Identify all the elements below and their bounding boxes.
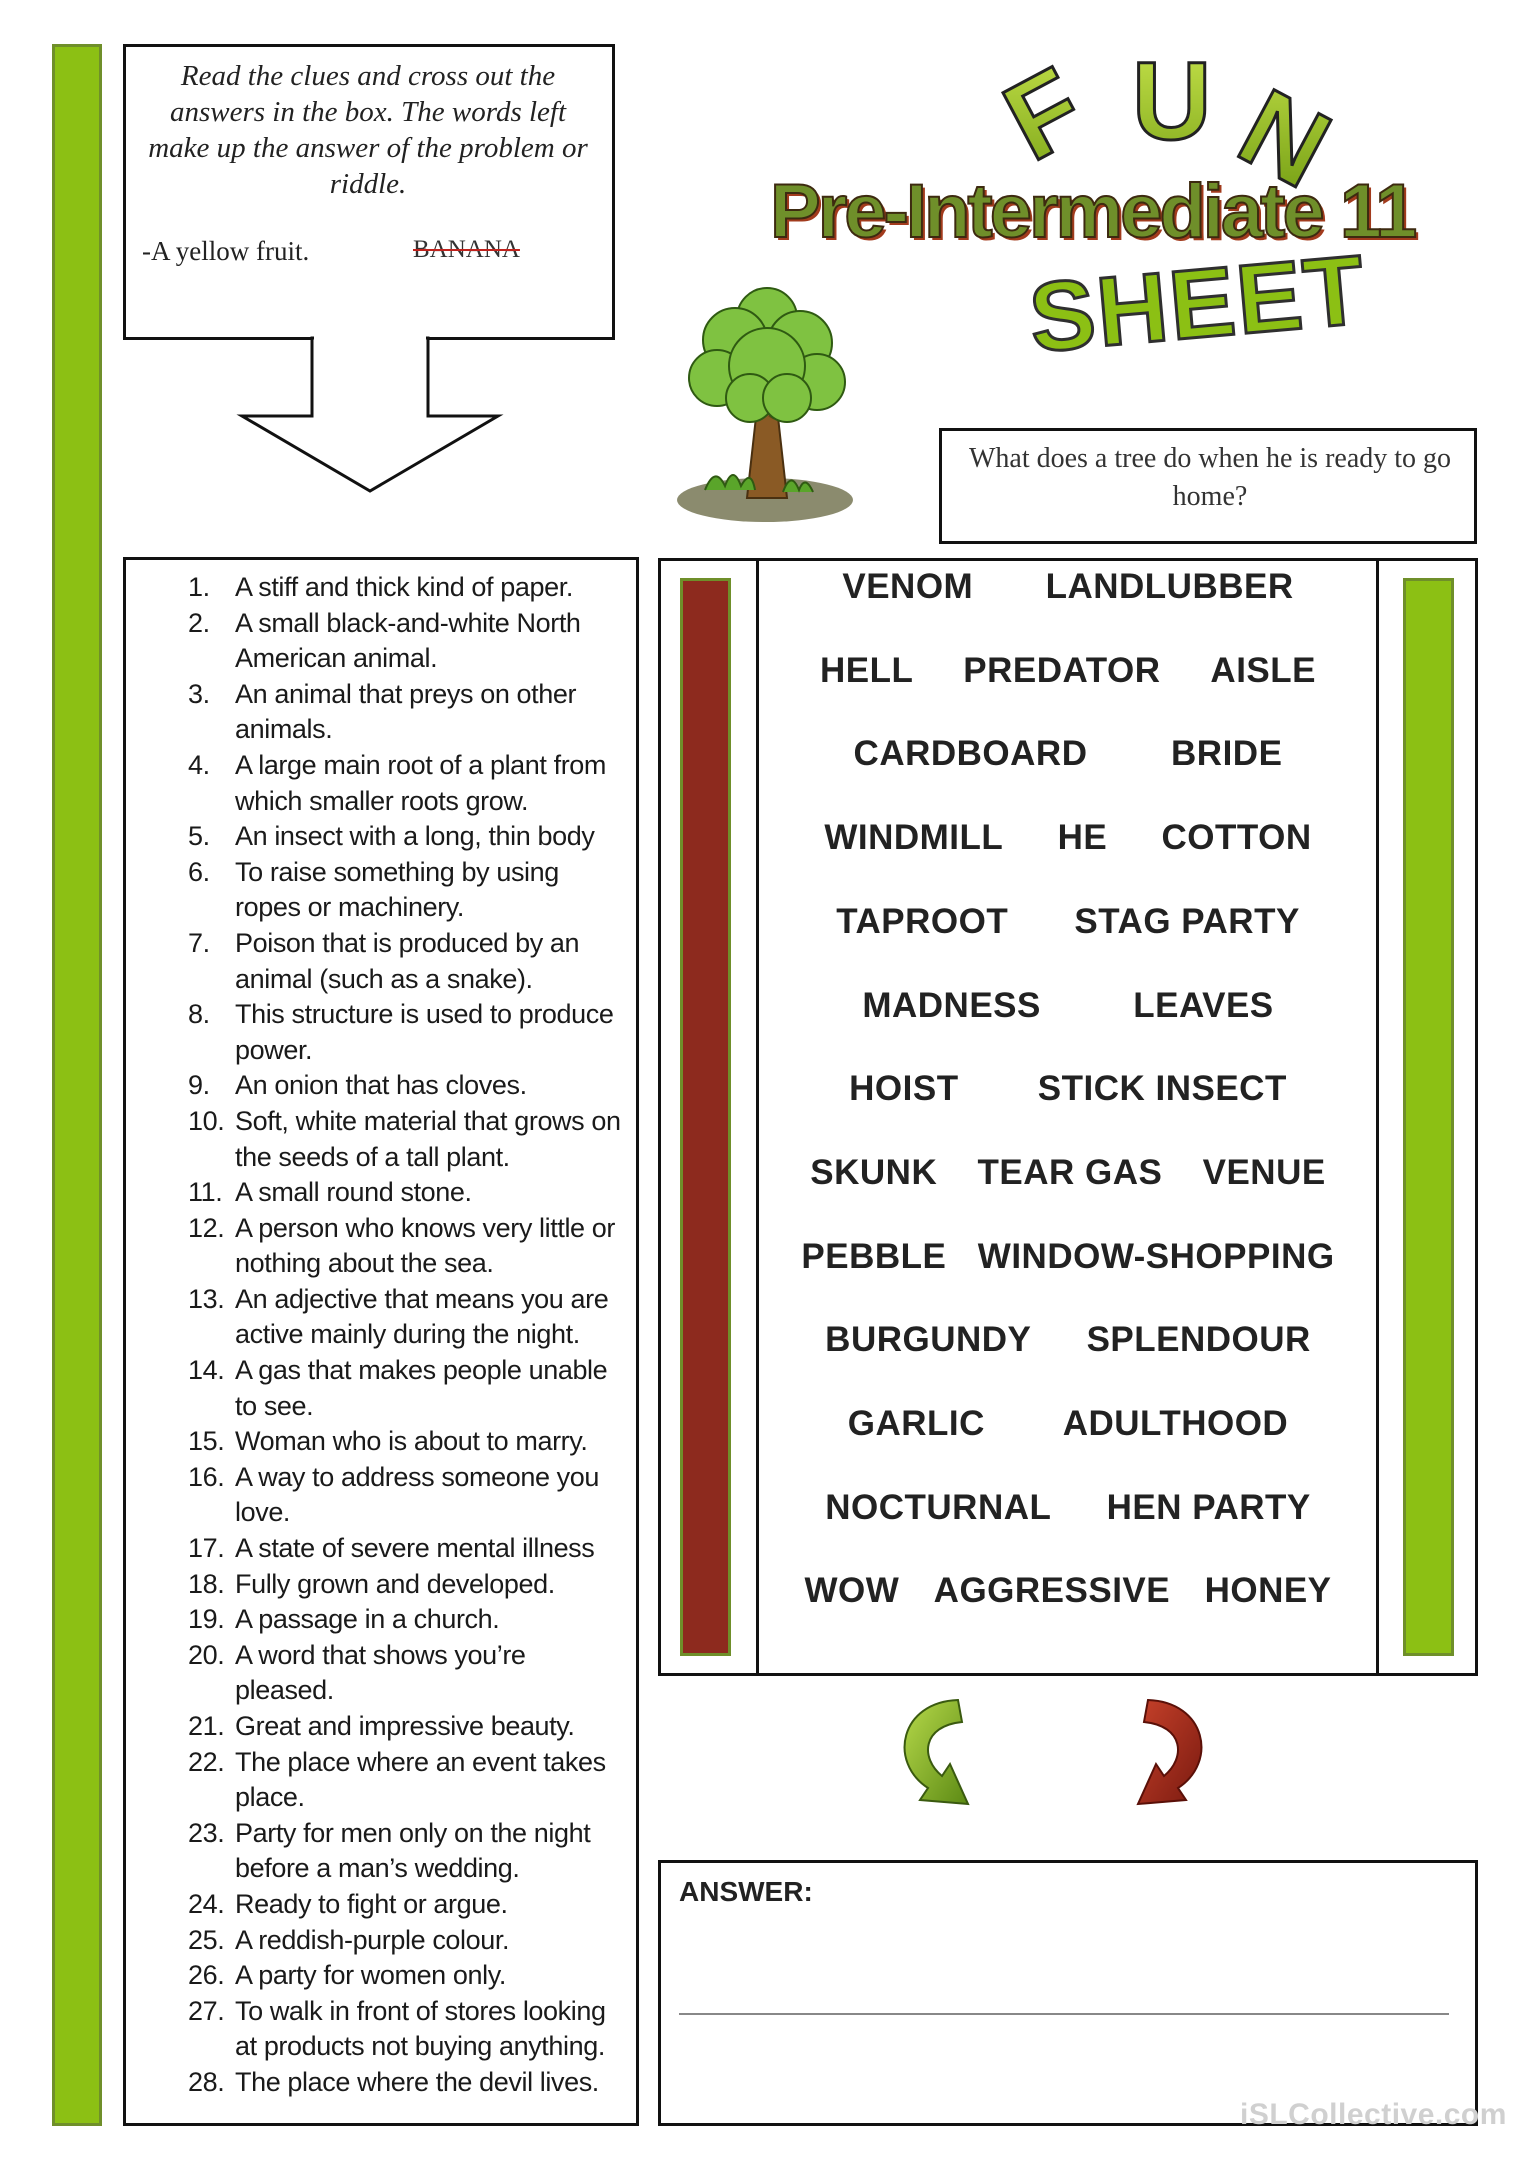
- level-title: Pre-Intermediate 11: [770, 169, 1415, 254]
- clue-item: [180, 1994, 630, 2065]
- sheet-title: SHEET: [1025, 233, 1371, 373]
- word-item[interactable]: VENOM: [842, 567, 974, 606]
- word-item[interactable]: LANDLUBBER: [1045, 567, 1294, 606]
- clue-text: The place where an event takes place.: [235, 1746, 606, 1813]
- curved-arrow-right-icon: [1118, 1692, 1228, 1822]
- word-item[interactable]: AISLE: [1210, 651, 1316, 690]
- word-row: [770, 1320, 1366, 1360]
- word-row: [770, 1237, 1366, 1277]
- clue-text: The place where the devil lives.: [235, 2066, 599, 2097]
- instructions-text: Read the clues and cross out the answers in the box. The words left make up the answer of the problem or riddle.: [148, 60, 588, 200]
- example-clue: -A yellow fruit.: [142, 236, 310, 266]
- word-item[interactable]: NOCTURNAL: [825, 1488, 1052, 1527]
- clue-item: [180, 1887, 630, 1923]
- clue-item: [180, 1175, 630, 1211]
- clue-item: [180, 677, 630, 748]
- answer-label: ANSWER:: [679, 1876, 813, 1907]
- clue-item: [180, 1816, 630, 1887]
- clue-item: [180, 1531, 630, 1567]
- clue-number: 1.: [188, 572, 210, 602]
- clue-number: 8.: [188, 999, 210, 1030]
- clue-number: 7.: [188, 927, 210, 958]
- word-item[interactable]: ADULTHOOD: [1062, 1404, 1289, 1443]
- down-arrow-icon: [238, 336, 502, 496]
- clue-item: [180, 2065, 630, 2101]
- word-row: [770, 986, 1366, 1026]
- clue-text: A stiff and thick kind of paper.: [235, 572, 573, 602]
- clue-number: 27.: [188, 1995, 225, 2026]
- clue-number: 19.: [188, 1604, 225, 1635]
- word-item[interactable]: SPLENDOUR: [1086, 1320, 1311, 1359]
- clue-item: [180, 1745, 630, 1816]
- clue-number: 15.: [188, 1426, 225, 1457]
- clue-item: [180, 1460, 630, 1531]
- fun-letter-f: F: [985, 44, 1103, 185]
- word-item[interactable]: LEAVES: [1133, 986, 1274, 1025]
- clue-number: 21.: [188, 1711, 225, 1741]
- clue-number: 14.: [188, 1355, 225, 1386]
- word-item[interactable]: BRIDE: [1171, 734, 1283, 773]
- clue-number: 9.: [188, 1070, 210, 1101]
- word-item[interactable]: SKUNK: [810, 1153, 938, 1192]
- word-item[interactable]: CARDBOARD: [853, 734, 1088, 773]
- clue-item: [180, 1638, 630, 1709]
- word-item[interactable]: HE: [1057, 818, 1108, 857]
- clue-item: [180, 1602, 630, 1638]
- clue-text: Ready to fight or argue.: [235, 1888, 508, 1919]
- clue-item: [180, 1424, 630, 1460]
- clue-number: 4.: [188, 749, 210, 780]
- clue-text: A gas that makes people unable to see.: [235, 1355, 608, 1421]
- clue-text: A small round stone.: [235, 1177, 472, 1208]
- fun-title-art: [985, 35, 1349, 212]
- clue-number: 2.: [188, 607, 210, 638]
- word-box-green-bar: [1403, 578, 1454, 1656]
- clue-number: 28.: [188, 2066, 225, 2097]
- curved-arrow-left-icon: [880, 1692, 990, 1822]
- word-row: [770, 1571, 1366, 1611]
- clue-number: 18.: [188, 1568, 225, 1599]
- clue-text: A way to address someone you love.: [235, 1461, 600, 1528]
- clue-item: [180, 570, 630, 606]
- word-item[interactable]: BURGUNDY: [825, 1320, 1032, 1359]
- clue-text: A large main root of a plant from which smaller roots grow.: [235, 749, 606, 816]
- clue-item: [180, 1068, 630, 1104]
- word-item[interactable]: HONEY: [1204, 1571, 1332, 1610]
- answer-line[interactable]: [679, 2013, 1449, 2015]
- clues-list: [180, 570, 630, 2101]
- word-box-divider-right: [1376, 558, 1379, 1676]
- clue-text: Fully grown and developed.: [235, 1568, 555, 1599]
- tree-illustration: [655, 278, 855, 533]
- clue-text: An adjective that means you are active mainly during the night.: [235, 1283, 609, 1350]
- clue-text: Soft, white material that grows on the seeds of a tall plant.: [235, 1105, 621, 1172]
- word-item[interactable]: TAPROOT: [836, 902, 1009, 941]
- clue-number: 13.: [188, 1283, 225, 1314]
- word-row: [770, 567, 1366, 607]
- word-row: [770, 651, 1366, 691]
- clue-number: 12.: [188, 1212, 225, 1243]
- clue-number: 11.: [188, 1177, 223, 1208]
- word-row: [770, 1153, 1366, 1193]
- clue-item: [180, 606, 630, 677]
- clue-item: [180, 1211, 630, 1282]
- clue-item: [180, 855, 630, 926]
- word-item[interactable]: PEBBLE: [801, 1237, 947, 1276]
- left-green-bar: [52, 44, 102, 2126]
- watermark: iSLCollective.com: [1240, 2098, 1507, 2131]
- clue-item: [180, 748, 630, 819]
- clue-item: [180, 1958, 630, 1994]
- clue-item: [180, 1104, 630, 1175]
- clue-item: [180, 1353, 630, 1424]
- word-row: [770, 818, 1366, 858]
- clue-text: Woman who is about to marry.: [235, 1426, 588, 1457]
- word-item[interactable]: HEN PARTY: [1106, 1488, 1311, 1527]
- word-item[interactable]: PREDATOR: [963, 651, 1161, 690]
- clue-text: An insect with a long, thin body: [235, 821, 595, 852]
- clue-text: A party for women only.: [235, 1960, 506, 1991]
- fun-letter-n: N: [1220, 65, 1349, 212]
- clue-item: [180, 997, 630, 1068]
- word-item[interactable]: WINDMILL: [824, 818, 1004, 857]
- clue-text: An animal that preys on other animals.: [235, 678, 577, 745]
- clue-number: 3.: [188, 678, 210, 709]
- clue-text: A state of severe mental illness: [235, 1533, 595, 1564]
- fun-letter-u: U: [1132, 40, 1212, 163]
- clue-text: An onion that has cloves.: [235, 1070, 527, 1101]
- word-row: [770, 1404, 1366, 1444]
- clue-text: A small black-and-white North American animal.: [235, 607, 581, 674]
- clue-text: This structure is used to produce power.: [235, 999, 614, 1065]
- clue-item: [180, 1567, 630, 1603]
- word-box-red-bar: [680, 578, 731, 1656]
- clue-item: [180, 926, 630, 997]
- word-item[interactable]: WOW: [804, 1571, 900, 1610]
- clue-number: 24.: [188, 1888, 225, 1919]
- clue-number: 23.: [188, 1817, 225, 1848]
- word-row: [770, 902, 1366, 942]
- word-item[interactable]: VENUE: [1202, 1153, 1326, 1192]
- word-item[interactable]: STICK INSECT: [1037, 1069, 1287, 1108]
- clue-text: To walk in front of stores looking at products not buying anything.: [235, 1995, 606, 2062]
- clue-text: Party for men only on the night before a man’s wedding.: [235, 1817, 591, 1884]
- word-box-divider-left: [756, 558, 759, 1676]
- clue-number: 26.: [188, 1960, 225, 1991]
- word-item[interactable]: COTTON: [1161, 818, 1312, 857]
- word-item[interactable]: STAG PARTY: [1074, 902, 1300, 941]
- clue-number: 17.: [188, 1533, 225, 1564]
- clue-text: A reddish-purple colour.: [235, 1924, 510, 1955]
- clue-item: [180, 1923, 630, 1959]
- clue-number: 20.: [188, 1639, 225, 1670]
- word-item[interactable]: HOIST: [849, 1069, 959, 1108]
- clue-number: 5.: [188, 821, 210, 852]
- riddle-question: What does a tree do when he is ready to go home?: [968, 443, 1452, 512]
- clue-text: A person who knows very little or nothing about the sea.: [235, 1212, 615, 1279]
- word-item[interactable]: AGGRESSIVE: [933, 1571, 1171, 1610]
- clue-text: A word that shows you’re pleased.: [235, 1639, 526, 1706]
- tree-foliage: [689, 288, 845, 422]
- word-row: [770, 734, 1366, 774]
- clue-text: A passage in a church.: [235, 1604, 500, 1635]
- clue-item: [180, 819, 630, 855]
- clue-number: 25.: [188, 1924, 225, 1955]
- word-row: [770, 1488, 1366, 1528]
- word-item[interactable]: MADNESS: [862, 986, 1041, 1025]
- clue-text: To raise something by using ropes or machinery.: [235, 856, 559, 923]
- clue-number: 16.: [188, 1461, 225, 1492]
- clue-text: Poison that is produced by an animal (such as a snake).: [235, 927, 580, 994]
- clue-number: 10.: [188, 1105, 225, 1136]
- clue-item: [180, 1282, 630, 1353]
- word-row: [770, 1069, 1366, 1109]
- clue-item: [180, 1709, 630, 1745]
- word-item[interactable]: WINDOW-SHOPPING: [977, 1237, 1335, 1276]
- clue-number: 22.: [188, 1746, 225, 1777]
- word-item[interactable]: TEAR GAS: [977, 1153, 1163, 1192]
- example-answer: BANANA: [413, 236, 520, 263]
- clue-text: Great and impressive beauty.: [235, 1711, 575, 1741]
- clue-number: 6.: [188, 856, 210, 887]
- word-item[interactable]: HELL: [819, 651, 914, 690]
- word-item[interactable]: GARLIC: [847, 1404, 985, 1443]
